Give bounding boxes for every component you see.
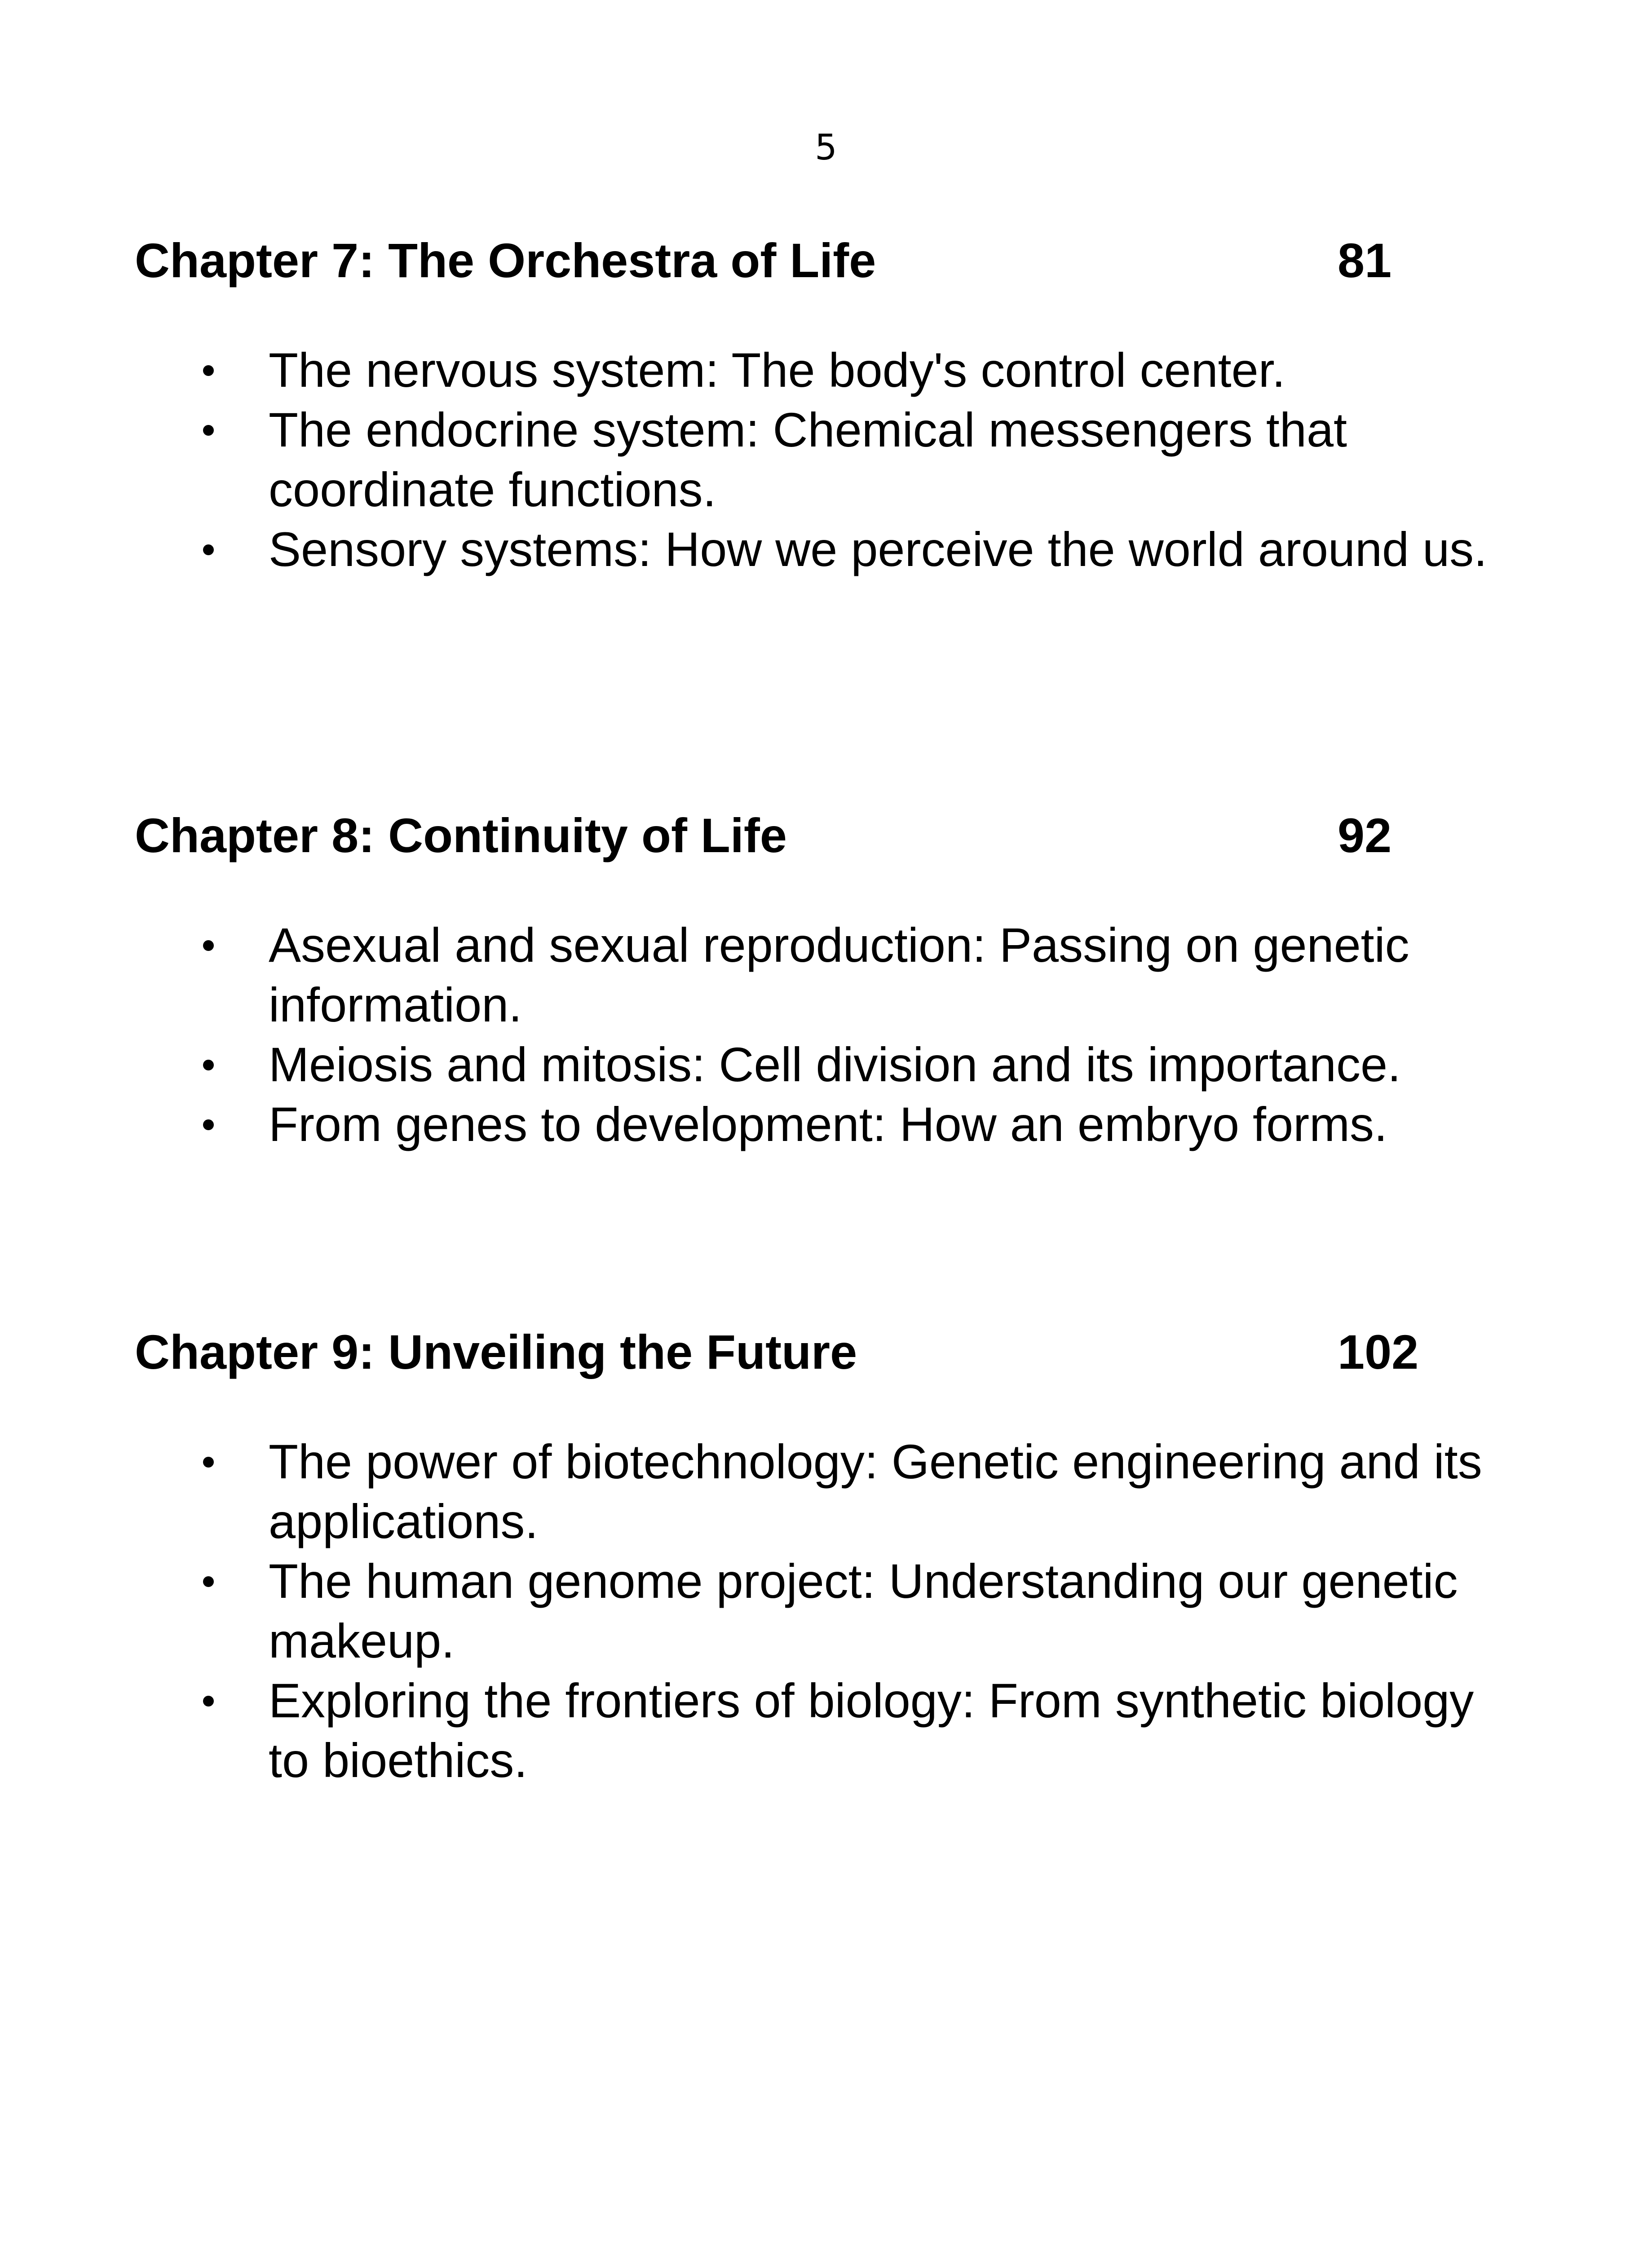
topic-text: The nervous system: The body's control center. xyxy=(269,343,1285,397)
bullet-icon xyxy=(203,1457,214,1468)
topic-item xyxy=(0,400,1517,519)
bullet-icon xyxy=(203,1576,214,1587)
bullet-icon xyxy=(203,544,214,555)
topic-text: From genes to development: How an embryo forms. xyxy=(269,1097,1388,1151)
chapter-page-number: 102 xyxy=(1338,1325,1419,1379)
page-number: 5 xyxy=(815,128,837,168)
topic-item xyxy=(0,519,1517,579)
chapter-heading xyxy=(0,806,1652,865)
chapter-topic-list xyxy=(0,915,1652,1154)
topic-text: Meiosis and mitosis: Cell division and its importance. xyxy=(269,1037,1401,1092)
topic-item xyxy=(0,915,1517,1035)
chapter-heading xyxy=(0,1323,1652,1381)
chapter-topic-list xyxy=(0,340,1652,579)
bullet-icon xyxy=(203,1060,214,1070)
topic-item xyxy=(0,340,1517,400)
topic-text: Exploring the frontiers of biology: From synthetic biology to bioethics. xyxy=(269,1673,1474,1787)
chapter-7-section xyxy=(0,231,1652,579)
topic-text: The power of biotechnology: Genetic engineering and its applications. xyxy=(269,1434,1482,1548)
chapter-8-section xyxy=(0,806,1652,1154)
chapter-page-number: 92 xyxy=(1338,808,1392,862)
topic-item xyxy=(0,1432,1517,1551)
topic-item xyxy=(0,1094,1517,1154)
chapter-page-number: 81 xyxy=(1338,233,1392,287)
bullet-icon xyxy=(203,1119,214,1130)
topic-item xyxy=(0,1671,1517,1790)
topic-text: Sensory systems: How we perceive the world around us. xyxy=(269,522,1488,576)
topic-text: The human genome project: Understanding our genetic makeup. xyxy=(269,1554,1458,1668)
chapter-heading xyxy=(0,231,1652,290)
topic-text: Asexual and sexual reproduction: Passing on genetic information. xyxy=(269,918,1409,1032)
topic-item xyxy=(0,1551,1517,1671)
chapter-topic-list xyxy=(0,1432,1652,1790)
topic-text: The endocrine system: Chemical messengers that coordinate functions. xyxy=(269,402,1347,517)
topic-item xyxy=(0,1035,1517,1094)
bullet-icon xyxy=(203,365,214,376)
chapter-title: Chapter 8: Continuity of Life xyxy=(135,808,787,862)
chapter-9-section xyxy=(0,1323,1652,1790)
bullet-icon xyxy=(203,425,214,436)
bullet-icon xyxy=(203,940,214,951)
bullet-icon xyxy=(203,1696,214,1707)
chapter-title: Chapter 9: Unveiling the Future xyxy=(135,1325,857,1379)
chapter-title: Chapter 7: The Orchestra of Life xyxy=(135,233,876,287)
